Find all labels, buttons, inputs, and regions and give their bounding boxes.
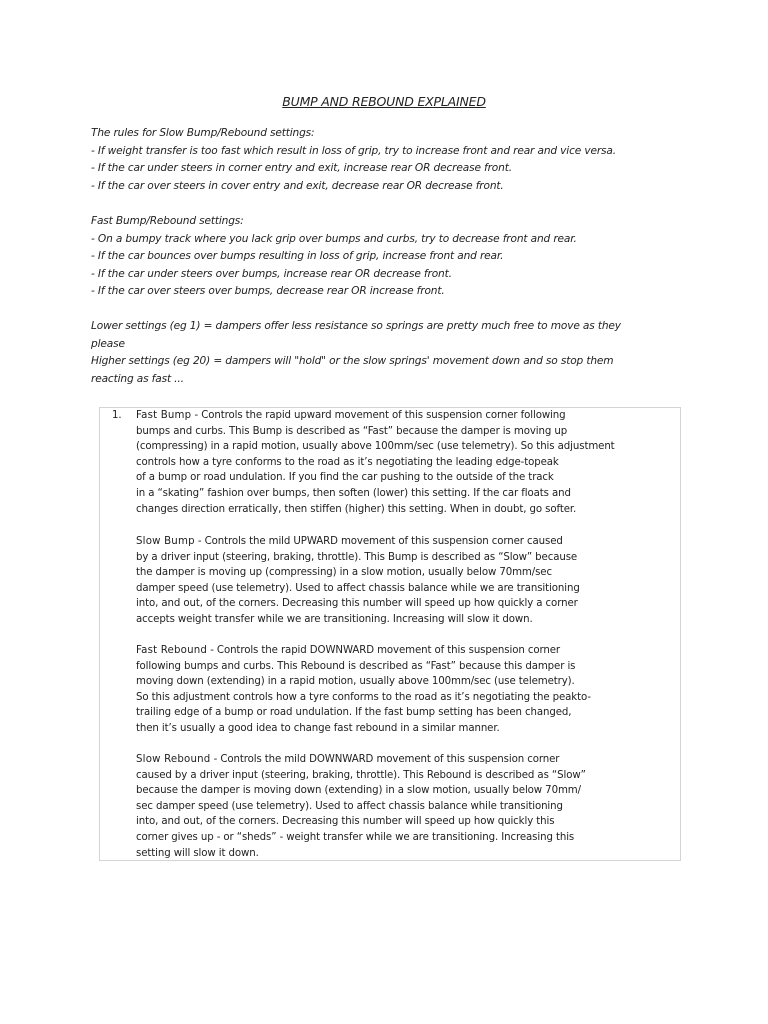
document-title: BUMP AND REBOUND EXPLAINED: [282, 94, 486, 109]
definition-line: controls how a tyre conforms to the road as it’s negotiating the leading edge-topeak: [136, 456, 559, 468]
definition-line: trailing edge of a bump or road undulation. If the fast bump setting has been changed,: [136, 707, 572, 719]
definition-line: bumps and curbs. This Bump is described as “Fast” because the damper is moving up: [136, 425, 568, 437]
definition-line: damper speed (use telemetry). Used to affect chassis balance while we are transitioning: [136, 582, 580, 594]
definition-line: following bumps and curbs. This Rebound is described as “Fast” because this damper is: [136, 660, 576, 672]
term-fast-bump: Fast Bump: [136, 410, 192, 421]
definition-text: - Controls the mild UPWARD movement of this suspension corner caused: [194, 536, 563, 547]
definition-line: into, and out, of the corners. Decreasing this number will speed up how quickly this: [136, 816, 555, 828]
definition-line: corner gives up - or “sheds” - weight transfer while we are transitioning. Increasing this: [136, 831, 575, 843]
definition-line: accepts weight transfer while we are transitioning. Increasing will slow it down.: [136, 613, 533, 625]
slow-settings-rule: - If the car under steers in corner entry and exit, increase rear OR decrease front.: [91, 162, 512, 175]
list-number: 1.: [112, 410, 122, 421]
slow-settings-section: [91, 125, 691, 195]
settings-explanation: [91, 318, 691, 388]
term-slow-bump: Slow Bump: [136, 536, 195, 547]
fast-settings-rule: - If the car under steers over bumps, increase rear OR decrease front.: [91, 267, 452, 280]
slow-settings-rule: - If the car over steers in cover entry and exit, decrease rear OR decrease front.: [91, 179, 504, 192]
term-fast-rebound: Fast Rebound: [136, 645, 208, 656]
definition-first-line: [112, 643, 672, 659]
definition-line: in a “skating” fashion over bumps, then soften (lower) this setting. If the car floats and: [136, 487, 571, 499]
definition-first-line: [112, 752, 672, 768]
definition-text: - Controls the rapid DOWNWARD movement of this suspension corner: [207, 645, 561, 656]
definition-line: caused by a driver input (steering, braking, throttle). This Rebound is described as “Slow”: [136, 769, 586, 781]
settings-line: Higher settings (eg 20) = dampers will "hold" or the slow springs' movement down and so stop them: [91, 355, 614, 368]
definition-line: sec damper speed (use telemetry). Used to affect chassis balance while transitioning: [136, 800, 563, 812]
definition-line: because the damper is moving down (extending) in a slow motion, usually below 70mm/: [136, 785, 581, 797]
fast-settings-section: [91, 213, 691, 301]
definition-line: by a driver input (steering, braking, throttle). This Bump is described as “Slow” because: [136, 551, 578, 563]
settings-line: Lower settings (eg 1) = dampers offer less resistance so springs are pretty much free to move as they: [91, 320, 621, 332]
definition-line: of a bump or road undulation. If you find the car pushing to the outside of the track: [136, 472, 554, 484]
definition-line: into, and out, of the corners. Decreasing this number will speed up how quickly a corner: [136, 598, 578, 610]
definition-line: So this adjustment controls how a tyre conforms to the road as it’s negotiating the peakto-: [136, 691, 591, 703]
definition-line: setting will slow it down.: [136, 847, 259, 859]
fast-settings-heading: Fast Bump/Rebound settings:: [91, 215, 244, 227]
definition-line: (compressing) in a rapid motion, usually above 100mm/sec (use telemetry). So this adjustment: [136, 441, 615, 453]
settings-line: reacting as fast ...: [91, 372, 184, 385]
definition-line: moving down (extending) in a rapid motion, usually above 100mm/sec (use telemetry).: [136, 676, 575, 688]
definition-text: - Controls the mild DOWNWARD movement of this suspension corner: [210, 754, 560, 765]
definition-text: - Controls the rapid upward movement of this suspension corner following: [191, 410, 566, 421]
definition-slow-rebound: [112, 752, 672, 861]
slow-settings-rule: - If weight transfer is too fast which result in loss of grip, try to increase front and rear and vice versa.: [91, 144, 616, 157]
definition-first-line: [112, 534, 672, 550]
definition-first-line: [112, 408, 672, 424]
fast-settings-rule: - If the car over steers over bumps, decrease rear OR increase front.: [91, 285, 445, 298]
definition-fast-rebound: [112, 643, 672, 737]
definition-slow-bump: [112, 534, 672, 628]
definition-line: the damper is moving up (compressing) in a slow motion, usually below 70mm/sec: [136, 567, 552, 579]
settings-line: please: [91, 337, 125, 350]
definition-line: changes direction erratically, then stiffen (higher) this setting. When in doubt, go softer.: [136, 503, 577, 515]
definition-fast-bump: [112, 408, 672, 517]
fast-settings-rule: - If the car bounces over bumps resulting in loss of grip, increase front and rear.: [91, 250, 504, 263]
slow-settings-heading: The rules for Slow Bump/Rebound settings:: [91, 127, 315, 139]
fast-settings-rule: - On a bumpy track where you lack grip over bumps and curbs, try to decrease front and rear.: [91, 232, 577, 245]
definition-line: then it’s usually a good idea to change fast rebound in a similar manner.: [136, 722, 500, 734]
term-slow-rebound: Slow Rebound: [136, 754, 211, 765]
